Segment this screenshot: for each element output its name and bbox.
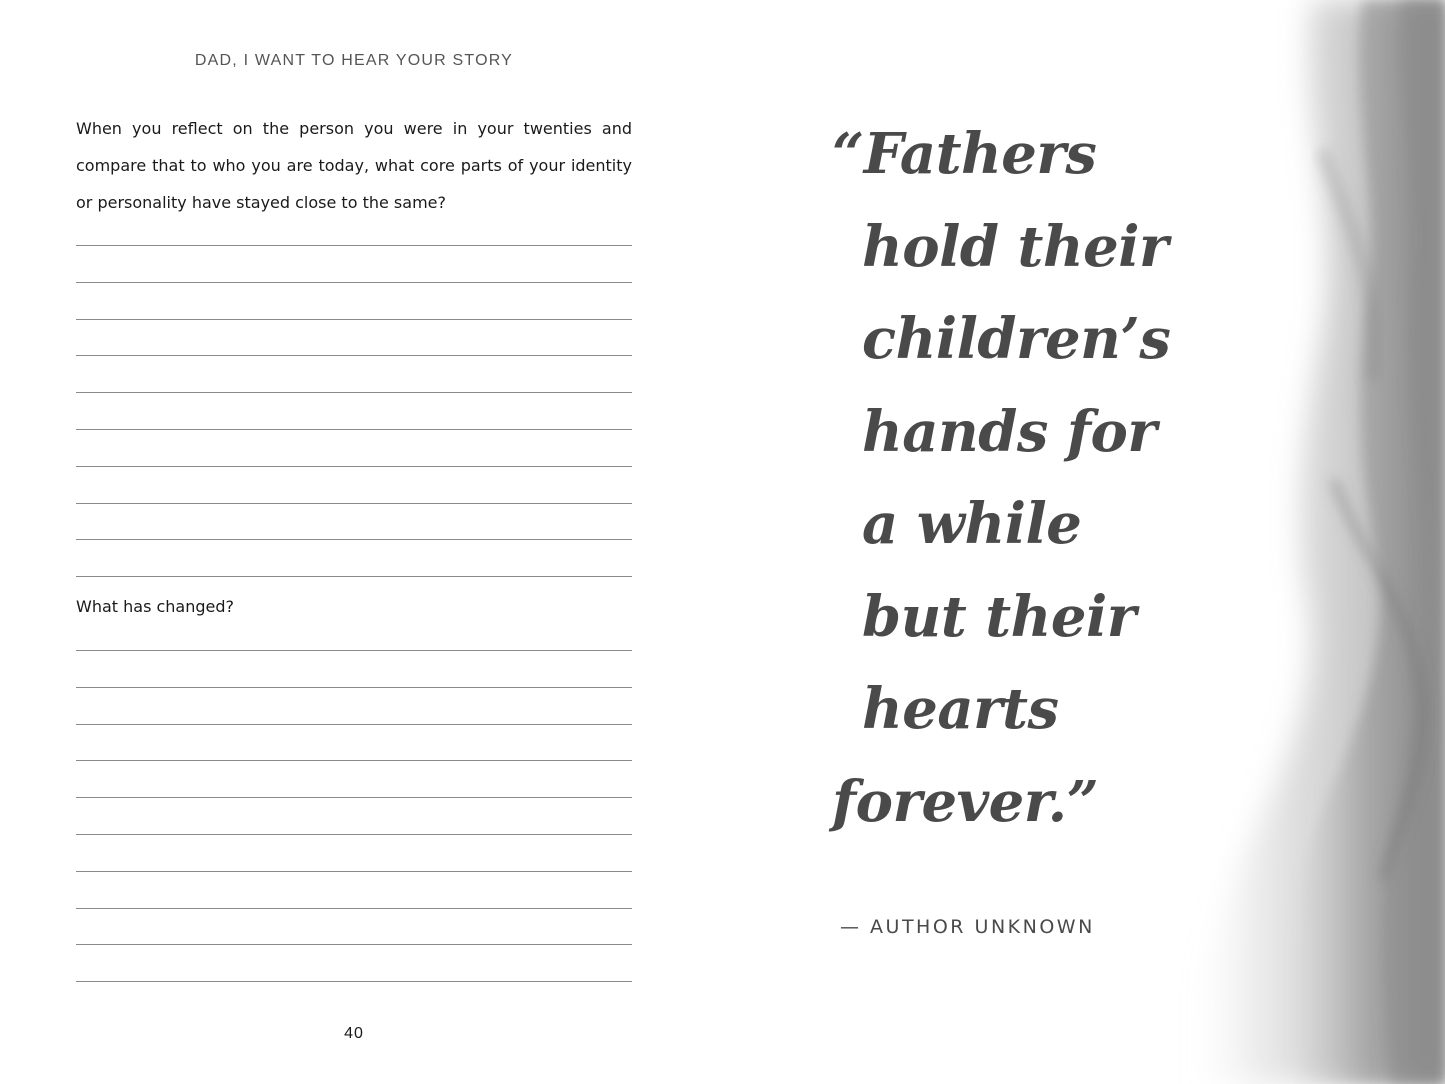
writing-line[interactable] (76, 944, 632, 945)
prompt-question-1: When you reflect on the person you were in your twenties and compare that to who you are today, what core parts of your identity or personality have stayed close to the same? (76, 119, 632, 212)
page-number: 40 (344, 1025, 364, 1042)
quote-line-5: a while (862, 491, 1082, 557)
quote-line-6: but their (862, 583, 1136, 650)
quote-line-8: forever.” (832, 768, 1099, 835)
writing-line[interactable] (76, 650, 632, 651)
quote-line-1: “Fathers (832, 121, 1097, 187)
writing-line[interactable] (76, 282, 632, 283)
prompt-question-2: What has changed? (76, 597, 235, 616)
writing-line[interactable] (76, 834, 632, 835)
writing-line[interactable] (76, 429, 632, 430)
writing-line[interactable] (76, 539, 632, 540)
writing-line[interactable] (76, 871, 632, 872)
quote-line-4: hands for (862, 398, 1157, 465)
writing-line[interactable] (76, 319, 632, 320)
writing-line[interactable] (76, 503, 632, 504)
writing-line[interactable] (76, 797, 632, 798)
quote-line-7: hearts (862, 676, 1059, 742)
quote-line-2: hold their (862, 213, 1168, 280)
pull-quote (832, 108, 1232, 848)
writing-line[interactable] (76, 466, 632, 467)
writing-line[interactable] (76, 981, 632, 982)
writing-line[interactable] (76, 724, 632, 725)
writing-line[interactable] (76, 908, 632, 909)
quote-attribution: — AUTHOR UNKNOWN (840, 916, 1095, 938)
left-page (0, 0, 722, 1084)
writing-line[interactable] (76, 392, 632, 393)
running-header: DAD, I WANT TO HEAR YOUR STORY (194, 52, 514, 69)
writing-line[interactable] (76, 355, 632, 356)
writing-line[interactable] (76, 245, 632, 246)
right-page (722, 0, 1445, 1084)
writing-line[interactable] (76, 687, 632, 688)
quote-line-3: children’s (862, 306, 1171, 372)
writing-line[interactable] (76, 760, 632, 761)
writing-line[interactable] (76, 576, 632, 577)
